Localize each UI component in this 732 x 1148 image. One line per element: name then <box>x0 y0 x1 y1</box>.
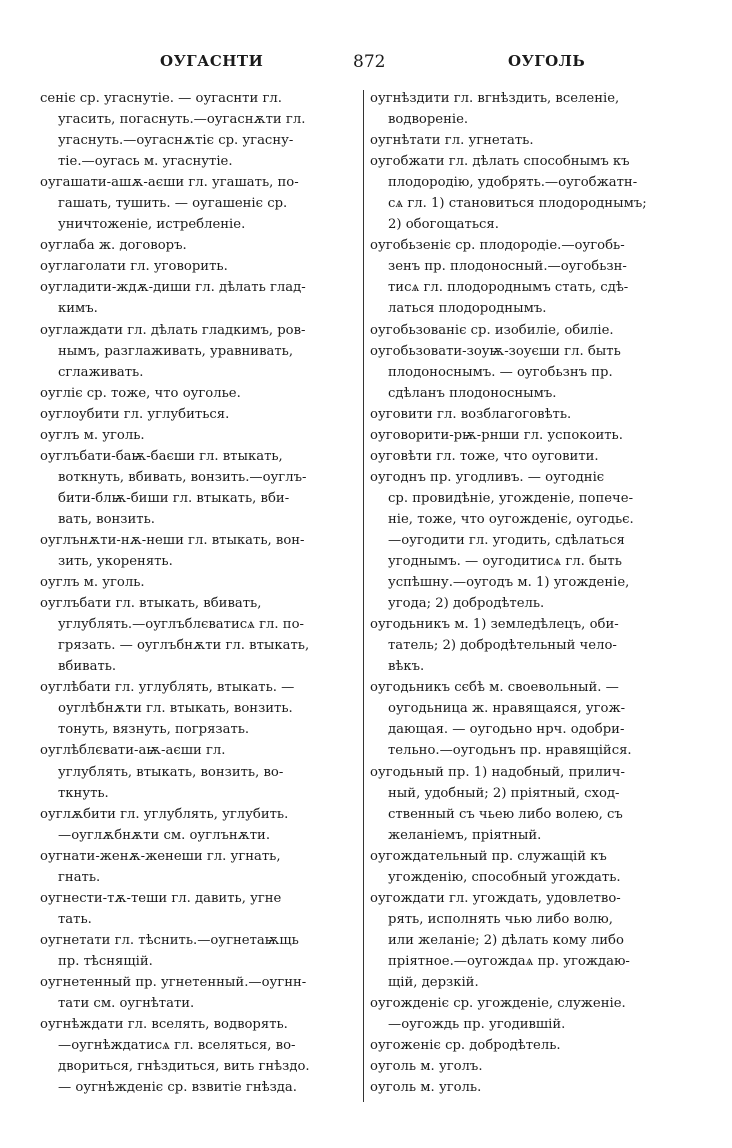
entry-line: оуглъ м. уголь. <box>40 427 145 443</box>
entry-line: оуглоубити гл. углубиться. <box>40 406 230 422</box>
entry-line: — оугнѣжденіє ср. взвитіе гнѣзда. <box>58 1080 297 1096</box>
entry-line: бити-блѭ-биши гл. втыкать, вби- <box>58 490 290 506</box>
entry-line: гашать, тушить. — оугашеніє ср. <box>58 196 288 212</box>
entry-line: уничтоженіе, истребленіе. <box>58 217 246 233</box>
header-right-headword: ОУГОЛЬ <box>508 52 586 70</box>
entry-line: оугнѣтати гл. угнетать. <box>370 133 534 149</box>
entry-line: ткнуть. <box>58 785 109 801</box>
entry-line: пріятное.—оугождаѧ пр. угождаю- <box>388 953 630 969</box>
entry-line: ср. провидѣніе, угожденіе, попече- <box>388 490 634 506</box>
entry-line: оугобьзованіє ср. изобиліе, обиліе. <box>370 322 614 338</box>
entry-line: дающая. — оугодьно нрч. одобри- <box>388 722 625 738</box>
entry-line: —оугодити гл. угодить, сдѣлаться <box>388 532 625 548</box>
entry-line: оугоднъ пр. угодливъ. — оугодніє <box>370 469 605 485</box>
entry-line: оуговорити-рѭ-рнши гл. успокоить. <box>370 427 623 443</box>
entry-line: ственный съ чьею либо волею, съ <box>388 806 623 822</box>
entry-line: двориться, гнѣздиться, вить гнѣздо. <box>58 1059 310 1075</box>
entry-line: —оугнѣждатисѧ гл. вселяться, во- <box>58 1038 296 1054</box>
entry-line: угожденію, способный угождать. <box>388 869 621 885</box>
entry-line: пр. тѣснящій. <box>58 953 153 969</box>
entry-line: оугодьница ж. нравящаяся, угож- <box>388 701 626 717</box>
entry-line: оуголь м. уголь. <box>370 1080 482 1096</box>
entry-line: желаніемъ, пріятный. <box>388 827 542 843</box>
entry-line: оуглъ м. уголь. <box>40 575 145 591</box>
entry-line: щій, дерзкій. <box>388 974 479 990</box>
entry-line: сдѣланъ плодоноснымъ. <box>388 385 557 401</box>
entry-line: оугладити-ждѫ-диши гл. дѣлать глад- <box>40 280 306 296</box>
entry-line: ніе, тоже, что оугожденіє, оугодьє. <box>388 511 634 527</box>
entry-line: —оуглѫбнѫти см. оуглънѫти. <box>58 827 271 843</box>
running-header <box>0 52 732 78</box>
entry-line: оуглъбати гл. втыкать, вбивать, <box>40 596 262 612</box>
page-number: 872 <box>353 52 386 72</box>
entry-line: оуглъбати-баѭ-баєши гл. втыкать, <box>40 448 283 464</box>
entry-line: оугнетенный пр. угнетенный.—оугнн- <box>40 974 307 990</box>
entry-line: грязать. — оуглъбнѫти гл. втыкать, <box>58 638 310 654</box>
entry-line: угасить, погаснуть.—оугаснѫти гл. <box>58 112 306 128</box>
entry-line: оугліє ср. тоже, что оуголье. <box>40 385 241 401</box>
entry-line: воткнуть, вбивать, вонзить.—оуглъ- <box>58 469 307 485</box>
entry-line: угаснуть.—оугаснѫтіє ср. угасну- <box>58 133 294 149</box>
entry-line: тати см. оугнѣтати. <box>58 996 195 1012</box>
header-left-headword: ОУГАСНТИ <box>160 52 264 70</box>
entry-line: оугодьникъ м. 1) земледѣлецъ, оби- <box>370 617 619 633</box>
entry-line: угоднымъ. — оугодитисѧ гл. быть <box>388 554 622 570</box>
entry-line: оуглънѫти-нѫ-неши гл. втыкать, вон- <box>40 532 305 548</box>
entry-line: рять, исполнять чью либо волю, <box>388 911 613 927</box>
entry-line: оуглаба ж. договоръ. <box>40 238 187 254</box>
entry-line: оуглаждати гл. дѣлать гладкимъ, ров- <box>40 322 306 338</box>
entry-line: оугнетати гл. тѣснить.—оугнетаѭщь <box>40 932 299 948</box>
entry-line: оуговѣти гл. тоже, что оуговити. <box>370 448 599 464</box>
entry-line: оуглѣблєвати-аѭ-аєши гл. <box>40 743 226 759</box>
entry-line: плодородію, удобрять.—оугобжатн- <box>388 175 638 191</box>
entry-line: успѣшну.—оугодъ м. 1) угожденіе, <box>388 575 630 591</box>
entry-line: гнать. <box>58 869 101 885</box>
entry-line: плодоноснымъ. — оугобьзнъ пр. <box>388 364 613 380</box>
entry-line: оугождательный пр. служащій къ <box>370 848 607 864</box>
entry-line: ный, удобный; 2) пріятный, сход- <box>388 785 620 801</box>
entry-line: тельно.—оугодьнъ пр. нравящійся. <box>388 743 632 759</box>
entry-line: оугодьникъ сєбѣ м. своевольный. — <box>370 680 619 696</box>
entry-line: оугоженіє ср. добродѣтель. <box>370 1038 561 1054</box>
entry-line: 2) обогощаться. <box>388 217 499 233</box>
entry-line: тіе.—оугась м. угаснутіе. <box>58 154 233 170</box>
entry-line: оугождати гл. угождать, удовлетво- <box>370 890 621 906</box>
entry-line: или желаніе; 2) дѣлать кому либо <box>388 932 624 948</box>
entry-line: кимъ. <box>58 301 98 317</box>
entry-line: сеніє ср. угаснутіе. — оугаснти гл. <box>40 91 282 106</box>
entry-line: оуглѫбити гл. углублять, углубить. <box>40 806 289 822</box>
entry-line: латься плодороднымъ. <box>388 301 547 317</box>
entry-line: тать. <box>58 911 92 927</box>
entry-line: оуглѣбнѫти гл. втыкать, вонзить. <box>58 701 293 717</box>
entry-line: тонуть, вязнуть, погрязать. <box>58 722 250 738</box>
entry-line: татель; 2) добродѣтельный чело- <box>388 638 617 654</box>
entry-line: —оугождь пр. угодившій. <box>388 1017 566 1033</box>
entry-line: оуглѣбати гл. углублять, втыкать. — <box>40 680 295 696</box>
entry-line: оугнати-женѫ-женеши гл. угнать, <box>40 848 281 864</box>
column-divider <box>363 90 364 1102</box>
entry-line: вать, вонзить. <box>58 511 155 527</box>
right-column <box>370 88 692 1098</box>
entry-line: оугашати-ашѫ-аєши гл. угашать, по- <box>40 175 299 191</box>
entry-line: оуголь м. уголъ. <box>370 1059 483 1075</box>
entry-line: нымъ, разглаживать, уравнивать, <box>58 343 294 359</box>
entry-line: углублять, втыкать, вонзить, во- <box>58 764 284 780</box>
entry-line: оугнѣждати гл. вселять, водворять. <box>40 1017 288 1033</box>
entry-line: водвореніе. <box>388 112 469 128</box>
entry-line: тисѧ гл. плодороднымъ стать, сдѣ- <box>388 280 629 296</box>
entry-line: углублять.—оуглъблєватисѧ гл. по- <box>58 617 304 633</box>
entry-line: оугобьзовати-зоуѭ-зоуєши гл. быть <box>370 343 621 359</box>
entry-line: оугожденіє ср. угожденіе, служеніе. <box>370 996 626 1012</box>
entry-line: оугобжати гл. дѣлать способнымъ къ <box>370 154 630 170</box>
entry-line: оугобьзеніє ср. плодородіе.—оугобь- <box>370 238 625 254</box>
entry-line: оуглаголати гл. уговорить. <box>40 259 228 275</box>
entry-line: вбивать. <box>58 659 117 675</box>
entry-line: зенъ пр. плодоносный.—оугобьзн- <box>388 259 627 275</box>
entry-line: оугодьный пр. 1) надобный, прилич- <box>370 764 625 780</box>
entry-line: оугнѣздити гл. вгнѣздить, вселеніе, <box>370 91 620 106</box>
entry-line: угода; 2) добродѣтель. <box>388 596 545 612</box>
entry-line: сглаживать. <box>58 364 144 380</box>
entry-line: сѧ гл. 1) становиться плодороднымъ; <box>388 196 647 212</box>
entry-line: оугнести-тѫ-теши гл. давить, угне <box>40 890 282 906</box>
entry-line: зить, укоренять. <box>58 554 173 570</box>
entry-line: вѣкъ. <box>388 659 425 675</box>
entry-line: оуговити гл. возблагоговѣть. <box>370 406 572 422</box>
left-column <box>40 88 362 1098</box>
